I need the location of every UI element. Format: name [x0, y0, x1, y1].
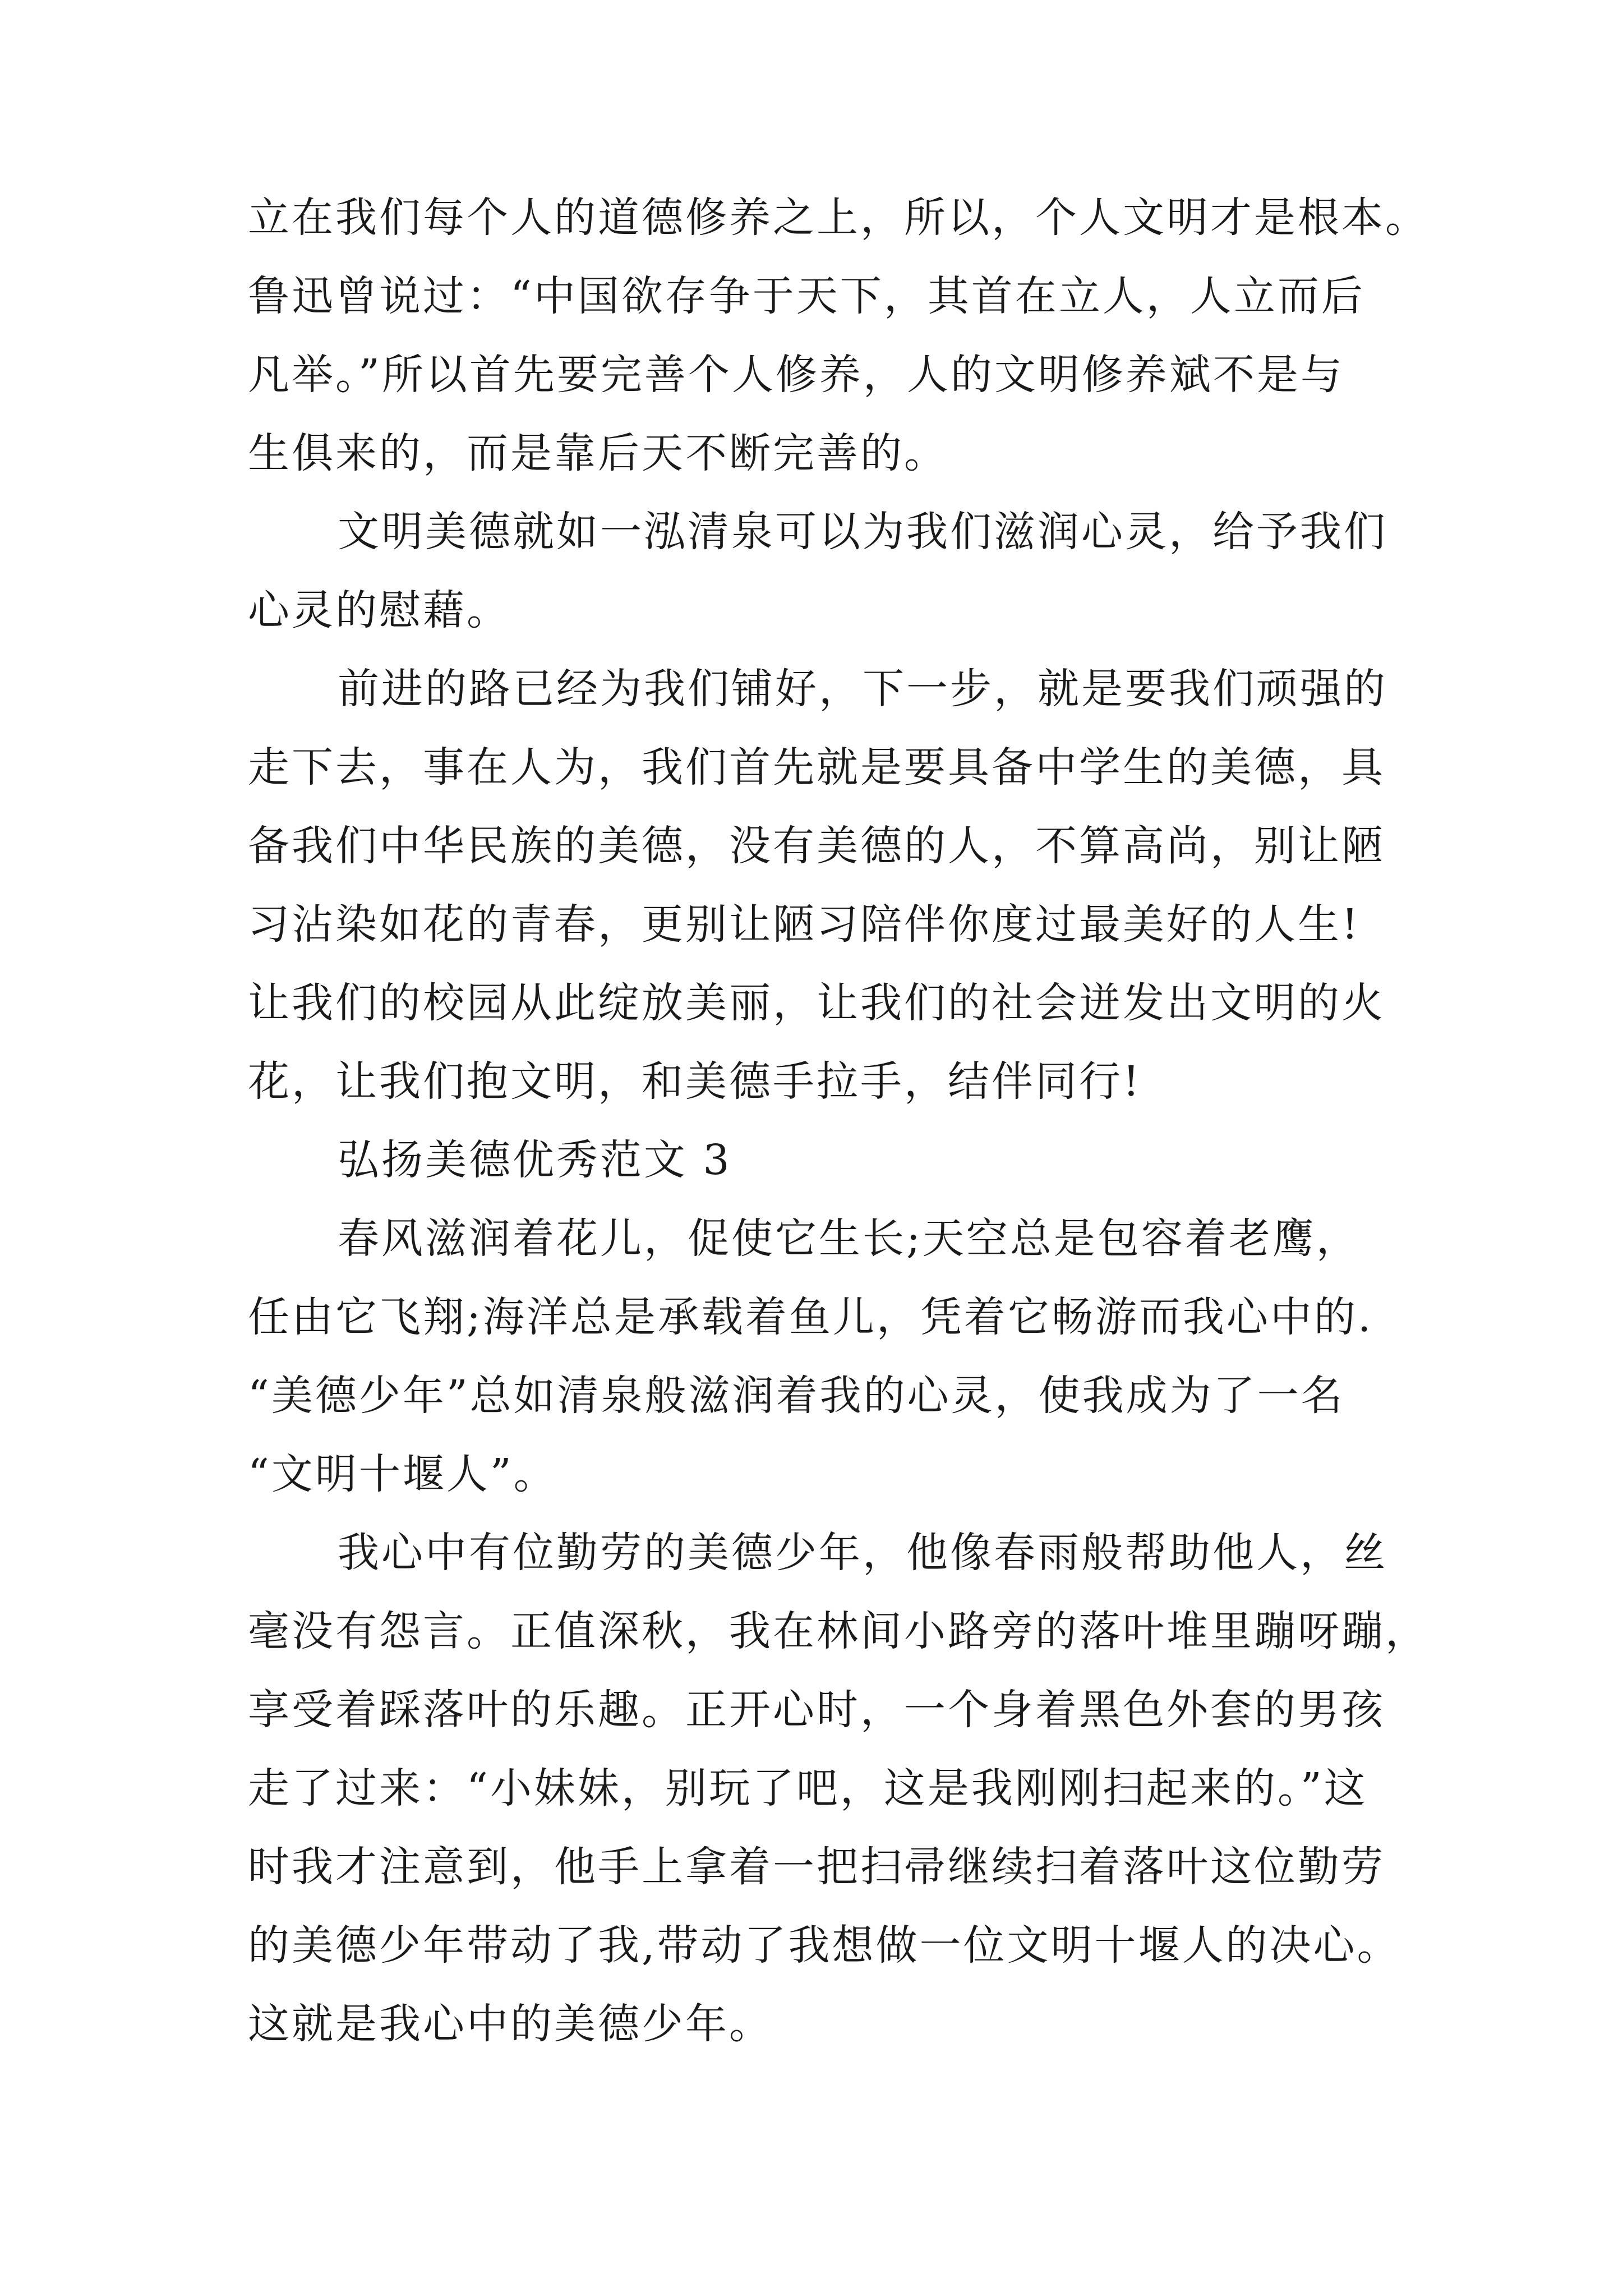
text-line: 心灵的慰藉。 [248, 586, 510, 634]
text-line: 生俱来的，而是靠后天不断完善的。 [248, 429, 948, 477]
text-line: “文明十堰人”。 [248, 1450, 557, 1498]
section-heading: 弘扬美德优秀范文 3 [338, 1136, 732, 1184]
paragraph-first-line: 文明美德就如一泓清泉可以为我们滋润心灵，给予我们 [338, 508, 1387, 556]
text-line: “美德少年”总如清泉般滋润着我的心灵，使我成为了一名 [248, 1372, 1345, 1420]
body-text [248, 178, 1429, 2063]
text-line: 走了过来：“小妹妹，别玩了吧，这是我刚刚扫起来的。”这 [248, 1764, 1368, 1812]
paragraph-first-line: 前进的路已经为我们铺好，下一步，就是要我们顽强的 [338, 665, 1387, 713]
text-line: 的美德少年带动了我,带动了我想做一位文明十堰人的决心。 [248, 1921, 1401, 1970]
paragraph-first-line: 春风滋润着花儿，促使它生长;天空总是包容着老鹰， [338, 1214, 1360, 1263]
text-line: 这就是我心中的美德少年。 [248, 2000, 773, 2048]
text-line: 立在我们每个人的道德修养之上，所以，个人文明才是根本。 [248, 194, 1429, 242]
text-line: 毫没有怨言。正值深秋，我在林间小路旁的落叶堆里蹦呀蹦， [248, 1607, 1429, 1655]
text-line: 花，让我们抱文明，和美德手拉手，结伴同行! [248, 1057, 1142, 1106]
paragraph-first-line: 我心中有位勤劳的美德少年，他像春雨般帮助他人，丝 [338, 1529, 1387, 1577]
text-line: 享受着踩落叶的乐趣。正开心时，一个身着黑色外套的男孩 [248, 1686, 1385, 1734]
text-line: 走下去，事在人为，我们首先就是要具备中学生的美德，具 [248, 743, 1385, 792]
text-line: 习沾染如花的青春，更别让陋习陪伴你度过最美好的人生! [248, 900, 1361, 949]
text-line: 凡举。”所以首先要完善个人修养，人的文明修养斌不是与 [248, 351, 1344, 399]
text-line: 备我们中华民族的美德，没有美德的人，不算高尚，别让陋 [248, 822, 1385, 870]
text-line: 让我们的校园从此绽放美丽，让我们的社会迸发出文明的火 [248, 979, 1385, 1027]
text-line: 时我才注意到，他手上拿着一把扫帚继续扫着落叶这位勤劳 [248, 1843, 1385, 1891]
text-line: 任由它飞翔;海洋总是承载着鱼儿，凭着它畅游而我心中的. [248, 1293, 1373, 1341]
text-line: 鲁迅曾说过：“中国欲存争于天下，其首在立人，人立而后 [248, 272, 1365, 320]
